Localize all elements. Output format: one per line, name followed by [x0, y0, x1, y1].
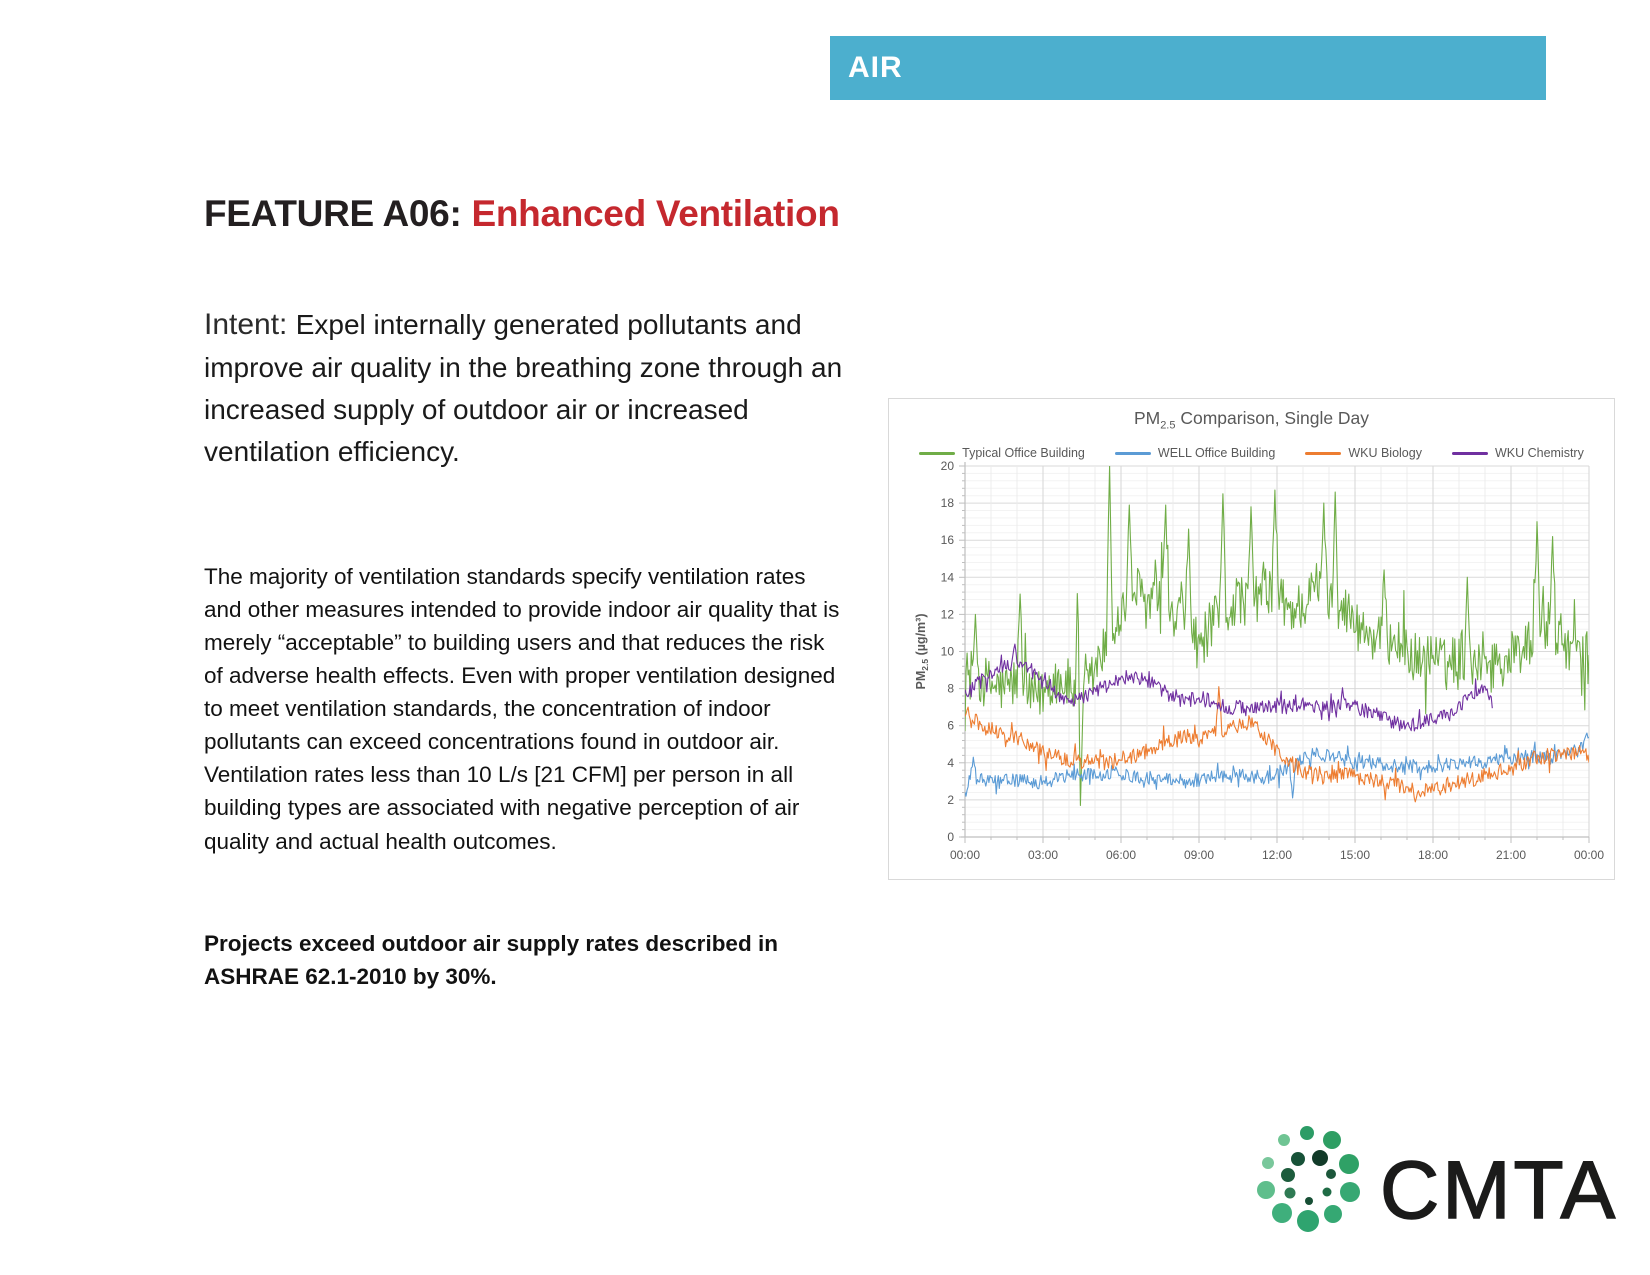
legend-item-wku-chemistry — [1452, 446, 1584, 460]
page-title-highlight: Enhanced Ventilation — [471, 193, 840, 234]
y-tick-label: 12 — [940, 607, 954, 622]
y-tick-label: 4 — [947, 755, 954, 770]
x-tick-label: 03:00 — [1027, 848, 1059, 862]
y-axis-title: $PM_{2.5}$ (µg/m³) — [914, 613, 930, 690]
section-banner — [830, 36, 1546, 100]
x-tick-label: 06:00 — [1105, 848, 1137, 862]
y-tick-label: 10 — [940, 644, 954, 659]
pm25-chart-plot — [889, 399, 1616, 881]
x-tick-label: 09:00 — [1183, 848, 1215, 862]
legend-swatch — [919, 452, 955, 455]
y-tick-label: 2 — [947, 792, 954, 807]
x-tick-label: 12:00 — [1261, 848, 1293, 862]
x-tick-label: 15:00 — [1339, 848, 1371, 862]
x-tick-label: 00:00 — [1573, 848, 1605, 862]
chart-title-pm: PM — [1133, 408, 1161, 428]
cmta-logo — [1232, 1118, 1650, 1258]
y-tick-label: 20 — [940, 459, 954, 473]
section-banner-label: AIR — [848, 51, 903, 84]
chart-legend — [889, 443, 1614, 463]
intent-text: Expel internally generated pollutants and improve air quality in the breathing zone through an increased supply of outdoor air or increased ventilation efficiency. — [204, 309, 843, 467]
page-title — [204, 193, 964, 235]
legend-label: WKU Chemistry — [1494, 446, 1584, 460]
chart-title-rest: Comparison, Single Day — [1175, 408, 1370, 428]
legend-swatch — [1305, 452, 1341, 455]
chart-grid — [965, 466, 1589, 837]
x-tick-label: 18:00 — [1417, 848, 1449, 862]
legend-item-well-office-building — [1115, 446, 1275, 460]
y-tick-label: 18 — [940, 496, 954, 511]
intent-lead: Intent: — [204, 308, 296, 341]
legend-swatch — [1452, 452, 1488, 455]
legend-item-typical-office-building — [919, 446, 1085, 460]
legend-label: Typical Office Building — [962, 446, 1085, 460]
legend-label: WKU Biology — [1348, 446, 1422, 460]
page-title-prefix: FEATURE A06: — [204, 193, 472, 234]
legend-item-wku-biology — [1305, 446, 1422, 460]
legend-swatch — [1115, 452, 1151, 455]
y-tick-label: 14 — [940, 570, 954, 585]
y-tick-label: 6 — [947, 718, 954, 733]
body-paragraph: The majority of ventilation standards specify ventilation rates and other measures intended to provide indoor air quality that is merely “acceptable” to building users and that reduces the risk of adverse health effects. Even with proper ventilation designed to meet ventilation standards, the concentration of indoor pollutants can exceed concentrations found in outdoor air. Ventilation rates less than 10 L/s [21 CFM] per person in all building types are associated with negative perception of air quality and actual health outcomes. — [204, 564, 840, 854]
cmta-logo-text: CMTA — [1380, 1145, 1619, 1236]
legend-label: WELL Office Building — [1157, 446, 1276, 460]
y-tick-label: 8 — [947, 681, 954, 696]
y-tick-label: 16 — [940, 533, 954, 548]
cmta-logo-mark — [1257, 1126, 1360, 1232]
x-tick-label: 00:00 — [949, 848, 981, 862]
x-tick-label: 21:00 — [1495, 848, 1527, 862]
y-tick-label: 0 — [947, 830, 954, 844]
intent-paragraph — [204, 302, 852, 473]
chart-title — [889, 408, 1614, 432]
chart-title-sub: 2.5 — [1160, 419, 1176, 432]
requirement-statement: Projects exceed outdoor air supply rates described in ASHRAE 62.1-2010 by 30%. — [204, 931, 778, 989]
pm25-chart-card — [888, 398, 1615, 880]
